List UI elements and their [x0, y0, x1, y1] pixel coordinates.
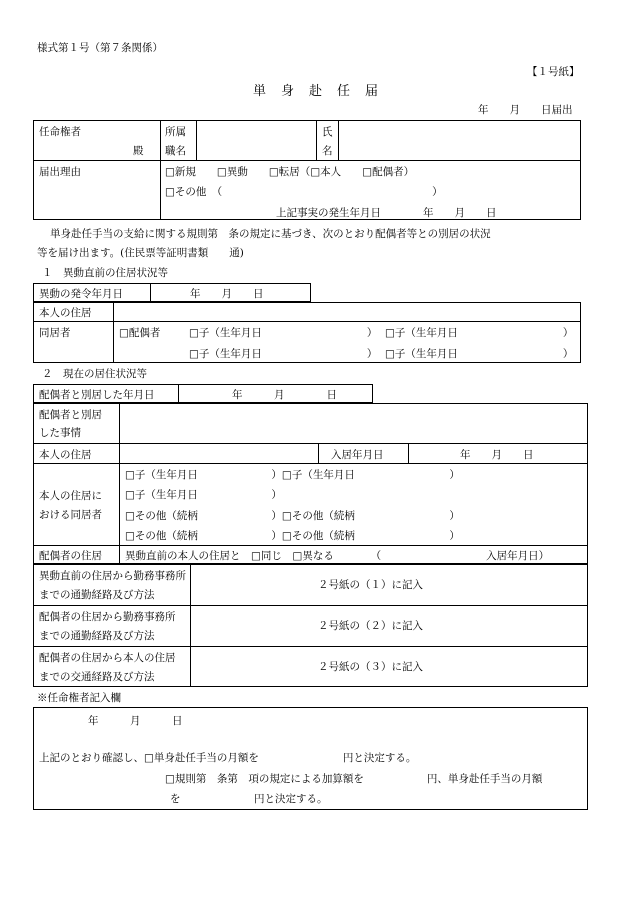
- residence-label: 本人の住居: [39, 307, 92, 319]
- cohabitant-row-3[interactable]: □その他（続柄 ）□その他（続柄 ）: [125, 510, 460, 522]
- route2-label-2: までの通勤経路及び方法: [39, 630, 155, 642]
- cohabitant-label: 同居者: [39, 327, 71, 339]
- child-checkbox-a[interactable]: □子（生年月日 ）: [189, 327, 378, 339]
- order-date-label: 異動の発令年月日: [39, 288, 123, 300]
- child-checkbox-b[interactable]: □子（生年月日 ）: [385, 327, 574, 339]
- order-date-value[interactable]: 年 月 日: [190, 288, 264, 300]
- current-residence-label: 本人の住居: [39, 449, 92, 461]
- move-in-label: 入居年月日: [331, 449, 384, 461]
- current-cohabitant-label-2: おける同居者: [39, 509, 102, 521]
- department-field[interactable]: [196, 122, 316, 158]
- current-residence-field[interactable]: [121, 445, 316, 461]
- circumstances-label-1: 配偶者と別居: [39, 409, 102, 421]
- form-number: 様式第１号（第７条関係）: [37, 42, 163, 54]
- circumstances-label-2: した事情: [39, 427, 81, 439]
- occurrence-date: 上記事実の発生年月日 年 月 日: [276, 207, 497, 219]
- separation-date-label: 配偶者と別居した年月日: [39, 389, 155, 401]
- appointer-honorific: 殿: [133, 145, 144, 157]
- intro-line-2: 等を届け出ます。(住民票等証明書類 通): [37, 247, 244, 259]
- decision-line-3: を 円と決定する。: [170, 793, 328, 805]
- spouse-residence-value[interactable]: 異動直前の本人の住居と □同じ □異なる （ 入居年月日）: [125, 550, 550, 562]
- section1-heading: １ 異動直前の住居状況等: [42, 267, 168, 279]
- route1-value: ２号紙の（１）に記入: [318, 579, 423, 591]
- route1-label-1: 異動直前の住居から勤務事務所: [39, 570, 186, 582]
- appointer-label: 任命権者: [39, 126, 81, 138]
- decision-line-1[interactable]: 上記のとおり確認し、□単身赴任手当の月額を 円と決定する。: [39, 752, 417, 764]
- name-label-1: 氏: [322, 126, 333, 138]
- appointer-date[interactable]: 年 月 日: [88, 715, 183, 727]
- circumstances-field[interactable]: [121, 405, 585, 441]
- reason-label: 届出理由: [39, 166, 81, 178]
- sheet-label: 【１号紙】: [527, 66, 580, 78]
- cohabitant-row-2[interactable]: □子（生年月日 ）: [125, 489, 282, 501]
- section2-heading: ２ 現在の居住状況等: [42, 368, 147, 380]
- route2-label-1: 配偶者の住居から勤務事務所: [39, 611, 176, 623]
- reason-other-option[interactable]: □その他 （ ）: [165, 186, 443, 198]
- route3-label-2: までの交通経路及び方法: [39, 671, 155, 683]
- name-field[interactable]: [340, 122, 578, 158]
- route3-value: ２号紙の（３）に記入: [318, 661, 423, 673]
- appointer-section-heading: ※任命権者記入欄: [37, 692, 121, 704]
- submission-date: 年 月 日届出: [478, 104, 573, 116]
- current-cohabitant-label-1: 本人の住居に: [39, 490, 102, 502]
- spouse-residence-label: 配偶者の住居: [39, 550, 102, 562]
- intro-line-1: 単身赴任手当の支給に関する規則第 条の規定に基づき、次のとおり配偶者等との別居の状況: [50, 228, 491, 240]
- name-label-2: 名: [322, 145, 333, 157]
- child-checkbox-c[interactable]: □子（生年月日 ）: [189, 348, 378, 360]
- spouse-checkbox[interactable]: □配偶者: [119, 327, 161, 339]
- cohabitant-row-1[interactable]: □子（生年月日 ）□子（生年月日 ）: [125, 469, 460, 481]
- route2-value: ２号紙の（２）に記入: [318, 620, 423, 632]
- route1-label-2: までの通勤経路及び方法: [39, 589, 155, 601]
- separation-date-value[interactable]: 年 月 日: [232, 389, 337, 401]
- post-label: 職名: [165, 145, 186, 157]
- route3-label-1: 配偶者の住居から本人の住居: [39, 652, 176, 664]
- residence-field[interactable]: [115, 304, 579, 320]
- department-label: 所属: [165, 126, 186, 138]
- cohabitant-row-4[interactable]: □その他（続柄 ）□その他（続柄 ）: [125, 530, 460, 542]
- page-title: 単身赴任届: [253, 84, 394, 99]
- move-in-value[interactable]: 年 月 日: [460, 449, 534, 461]
- reason-options[interactable]: □新規 □異動 □転居（□本人 □配偶者）: [165, 166, 415, 178]
- decision-line-2[interactable]: □規則第 条第 項の規定による加算額を 円、単身赴任手当の月額: [165, 773, 543, 785]
- child-checkbox-d[interactable]: □子（生年月日 ）: [385, 348, 574, 360]
